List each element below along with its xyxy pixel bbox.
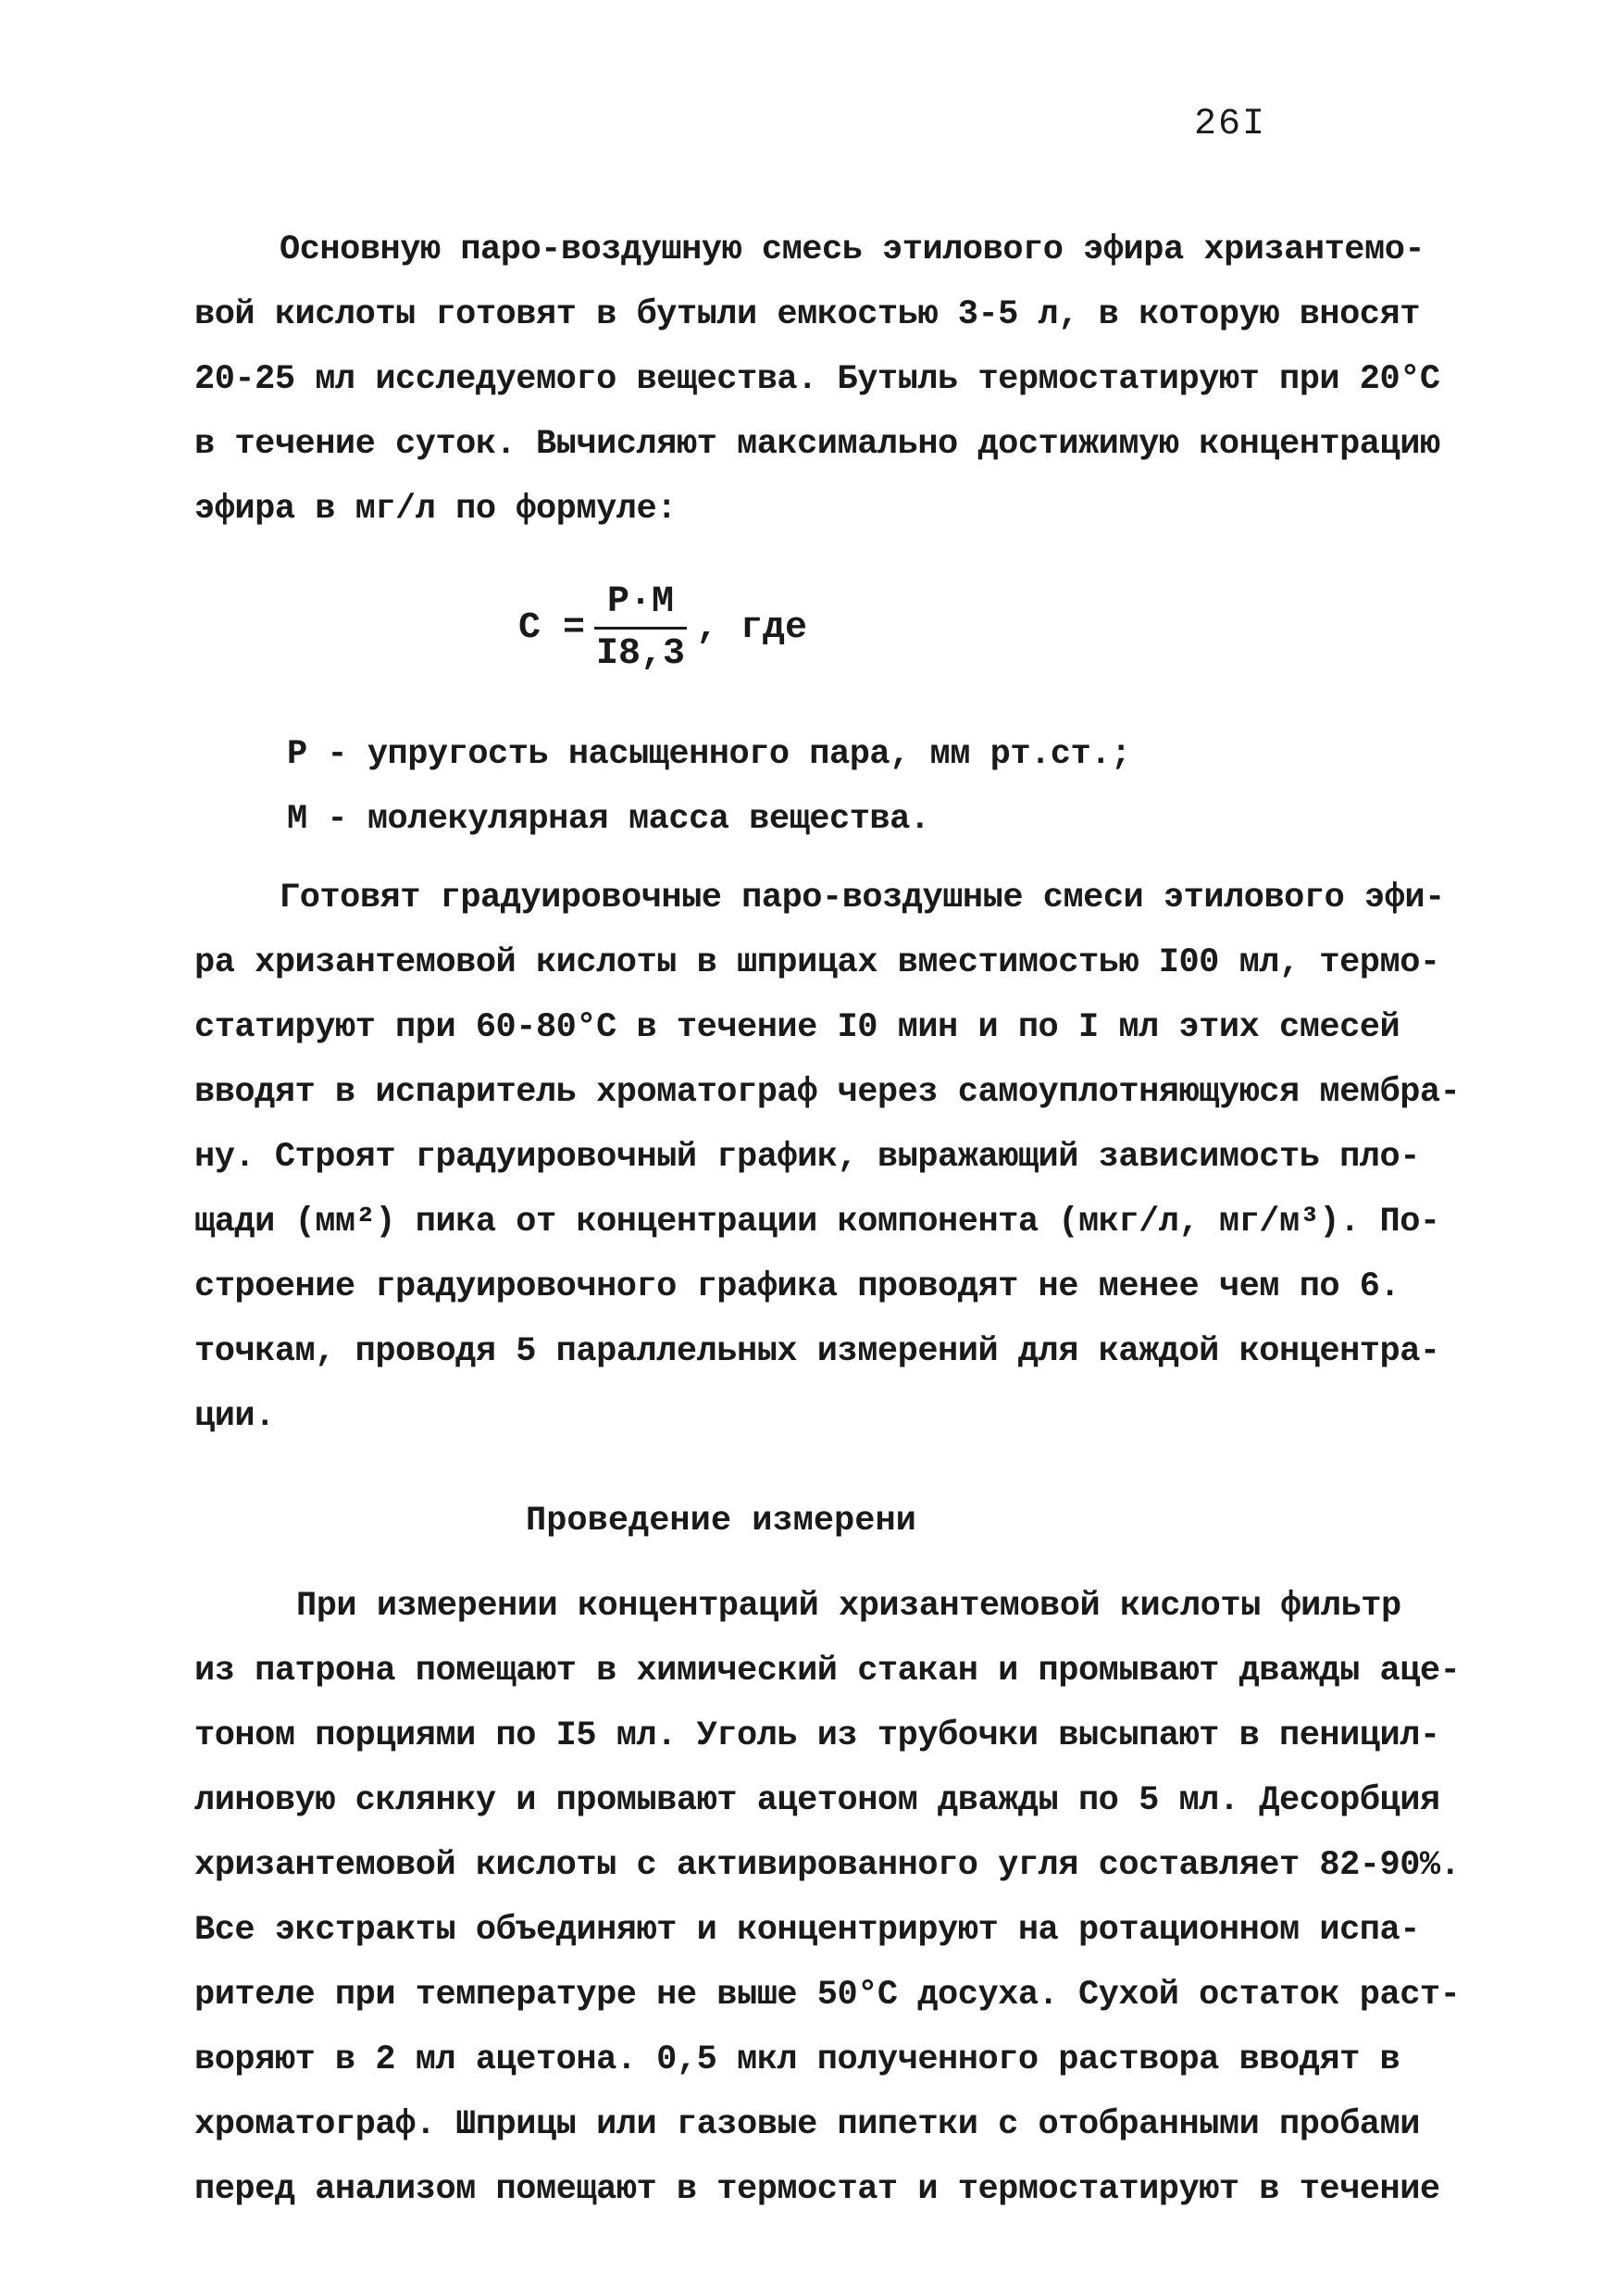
- formula-fraction: [594, 581, 687, 675]
- paragraph-3-line: линовую склянку и промывают ацетоном дважды по 5 мл. Десорбция: [194, 1781, 1440, 1820]
- paragraph-2-line: вводят в испаритель хроматограф через самоуплотняющуюся мембра-: [194, 1073, 1461, 1112]
- paragraph-3-line: воряют в 2 мл ацетона. 0,5 мкл полученного раствора вводят в: [194, 2040, 1400, 2079]
- page-number: 26I: [1194, 104, 1267, 145]
- paragraph-1-line: Основную паро-воздушную смесь этилового эфира хризантемо-: [280, 231, 1425, 269]
- paragraph-3-line: из патрона помещают в химический стакан и промывают дважды аце-: [194, 1652, 1461, 1691]
- definition-item: Р - упругость насыщенного пара, мм рт.ст.;: [287, 735, 1131, 774]
- definition-item: М - молекулярная масса вещества.: [287, 800, 930, 839]
- paragraph-2-line: ра хризантемовой кислоты в шприцах вместимостью I00 мл, термо-: [194, 943, 1440, 982]
- paragraph-2-line: ну. Строят градуировочный график, выражающий зависимость пло-: [194, 1138, 1420, 1177]
- paragraph-2-line: ции.: [194, 1397, 275, 1436]
- paragraph-3-line: хроматограф. Шприцы или газовые пипетки с отобранными пробами: [194, 2105, 1420, 2144]
- formula: [518, 581, 807, 675]
- paragraph-1-line: в течение суток. Вычисляют максимально достижимую концентрацию: [194, 425, 1440, 464]
- paragraph-3-line: рителе при температуре не выше 50°С досуха. Сухой остаток раст-: [194, 1976, 1461, 2015]
- paragraph-1: [194, 218, 1440, 542]
- paragraph-3-line: хризантемовой кислоты с активированного угля составляет 82-90%.: [194, 1846, 1461, 1885]
- paragraph-3-line: При измерении концентраций хризантемовой кислоты фильтр: [296, 1587, 1401, 1626]
- paragraph-2-line: статируют при 60-80°С в течение I0 мин и по I мл этих смесей: [194, 1008, 1400, 1047]
- paragraph-2-line: щади (мм²) пика от концентрации компонента (мкг/л, мг/м³). По-: [194, 1203, 1440, 1242]
- paragraph-2-line: Готовят градуировочные паро-воздушные смеси этилового эфи-: [280, 879, 1445, 917]
- definitions: [287, 722, 1518, 852]
- paragraph-2-line: строение градуировочного графика проводят не менее чем по 6.: [194, 1267, 1400, 1306]
- paragraph-1-line: 20-25 мл исследуемого вещества. Бутыль термостатируют при 20°С: [194, 360, 1440, 399]
- paragraph-1-line: эфира в мг/л по формуле:: [194, 490, 677, 529]
- paragraph-2-line: точкам, проводя 5 параллельных измерений для каждой концентра-: [194, 1332, 1440, 1371]
- paragraph-2: [194, 866, 1461, 1449]
- paragraph-3-line: тоном порциями по I5 мл. Уголь из трубочки высыпают в пеницил-: [194, 1716, 1440, 1755]
- formula-lhs: С =: [518, 607, 586, 649]
- formula-numerator: Р·М: [594, 581, 687, 630]
- paragraph-3-line: перед анализом помещают в термостат и термостатируют в течение: [194, 2170, 1440, 2209]
- formula-denominator: I8,3: [596, 633, 686, 675]
- section-heading: Проведение измерени: [526, 1502, 916, 1541]
- paragraph-3: [194, 1574, 1461, 2222]
- paragraph-3-line: Все экстракты объединяют и концентрируют на ротационном испа-: [194, 1911, 1420, 1950]
- formula-suffix: , где: [696, 607, 808, 649]
- paragraph-1-line: вой кислоты готовят в бутыли емкостью 3-5 л, в которую вносят: [194, 295, 1420, 334]
